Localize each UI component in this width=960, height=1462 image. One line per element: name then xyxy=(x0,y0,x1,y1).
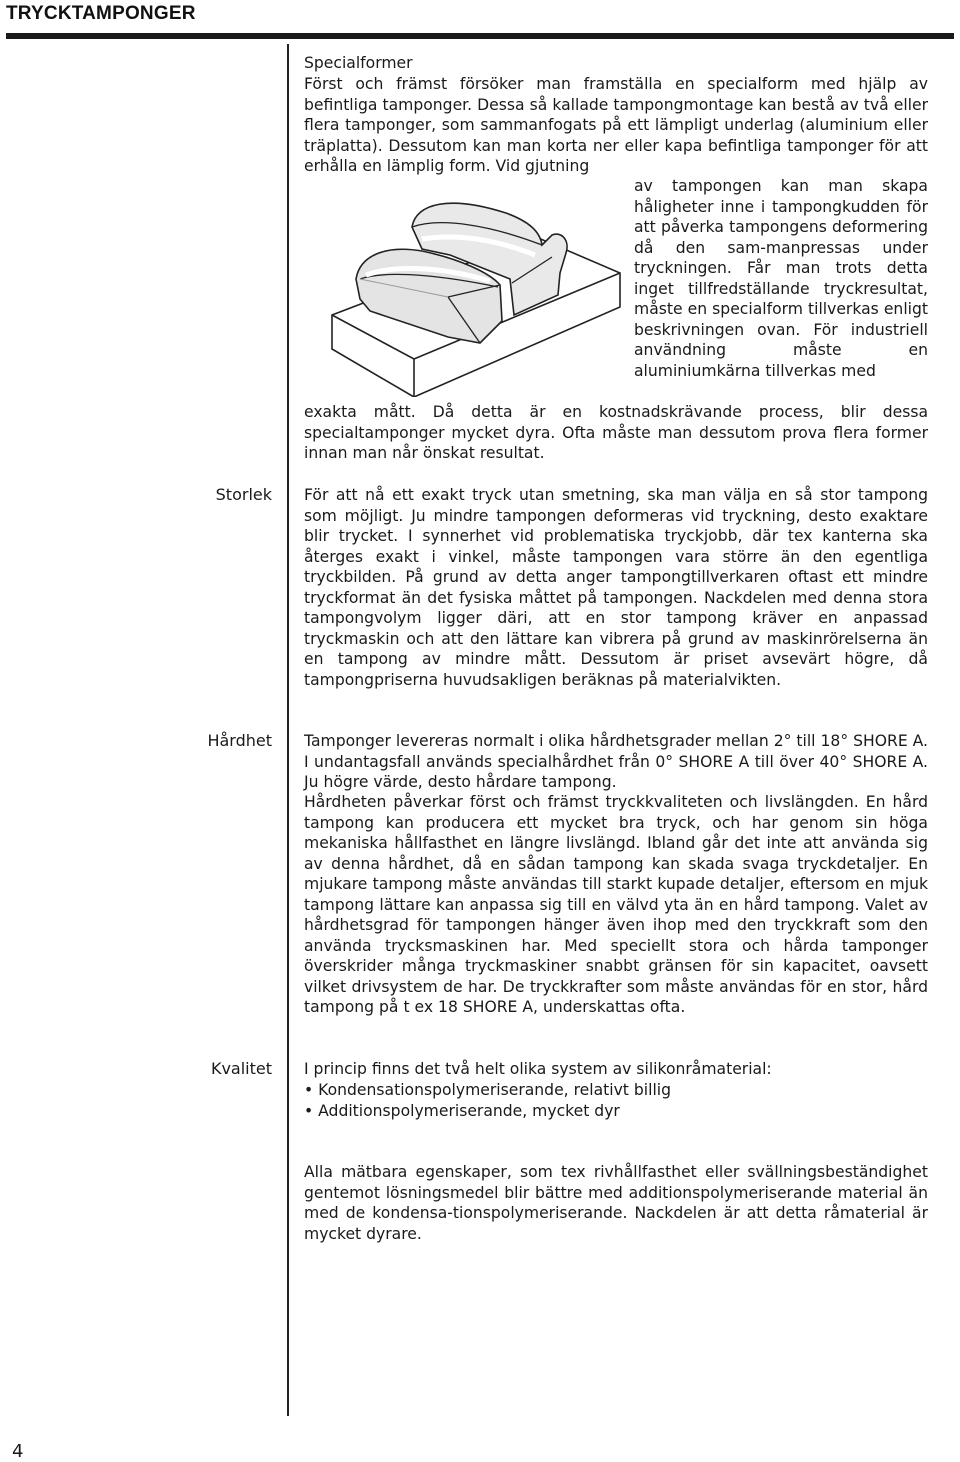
page-title: TRYCKTAMPONGER xyxy=(6,3,196,24)
special-text-b: av tampongen kan man skapa håligheter inne i tampongkudden för att påverka tampongens deformering då den sam-manpressas under tryckningen. Får man trots detta inget tillfredställande tryckresultat, måste en specialform tillverkas enligt beskrivningen ovan. För industriell användning måste en aluminiumkärna tillverkas med xyxy=(634,177,928,380)
hardhet-text-a: Tamponger levereras normalt i olika hårdhetsgrader mellan 2° till 18° SHORE A. I undantagsfall används specialhårdhet från 0° SHORE A till över 40° SHORE A. Ju högre värde, desto hårdare tampong. xyxy=(304,732,928,791)
list-item: • Additionspolymeriserande, mycket dyr xyxy=(304,1101,620,1120)
hardhet-label: Hårdhet xyxy=(207,731,272,750)
page-number: 4 xyxy=(12,1441,24,1462)
kvalitet-closing: Alla mätbara egenskaper, som tex rivhållfasthet eller svällningsbeständighet gentemot lösningsmedel blir bättre med additionspolymeriserande material än med de kondensa-tionspolymeriserande. Nackdelen är att detta råmaterial är mycket dyrare. xyxy=(304,1163,928,1243)
kvalitet-bullet-list xyxy=(304,1080,928,1121)
storlek-label: Storlek xyxy=(215,485,272,504)
column-divider xyxy=(287,44,289,1416)
tampongmontage-illustration xyxy=(330,187,626,397)
special-text-a: Först och främst försöker man framställa en specialform med hjälp av befintliga tamponger. Dessa så kallade tampongmontage kan bestå av två eller flera tamponger, som sammanfogats på ett lämpligt underlag (aluminium eller träplatta). Dessutom kan man korta ner eller kapa befintliga tamponger för att erhålla en lämplig form. Vid gjutning xyxy=(304,75,928,175)
special-text-c: exakta mått. Då detta är en kostnadskrävande process, blir dessa specialtamponger mycket dyra. Ofta måste man dessutom prova flera former innan man når önskat resultat. xyxy=(304,403,928,462)
hardhet-text-b: Hårdheten påverkar först och främst tryckkvaliteten och livslängden. En hård tampong kan producera ett mycket bra tryck, och har genom sin höga mekaniska hållfasthet en längre livslängd. Ibland går det inte att använda sig av denna hårdhet, då en sådan tampong kan skada svaga tryckdetaljer. En mjukare tampong måste användas till starkt kupade detaljer, eftersom en mjuk tampong lättare kan anpassa sig till en välvd yta än en hård tampong. Valet av hårdhetsgrad för tampongen hänger även ihop med den tryckkraft som den använda trycksmaskinen har. Med speciellt stora och hårda tamponger överskrider många tryckmaskiner snabbt gränsen för sin kapacitet, oavsett vilket drivsystem de har. De tryckkrafter som måste användas för en stor, hård tampong på t ex 18 SHORE A, underskattas ofta. xyxy=(304,793,928,1016)
header-rule xyxy=(6,33,954,39)
kvalitet-label: Kvalitet xyxy=(210,1059,272,1078)
storlek-text: För att nå ett exakt tryck utan smetning, ska man välja en så stor tampong som möjligt. Ju mindre tampongen deformeras vid tryckning, desto exaktare blir trycket. I synnerhet vid problematiska tryckjobb, där tex kanterna ska återges exakt i vinkel, måste tampongen vara större än den egentliga tryckbilden. På grund av detta anger tampongtillverkaren oftast ett mindre tryckformat än det fysiska måttet på tampongen. Nackdelen med denna stora tampongvolym ligger däri, att en stor tampong kräver en anpassad tryckmaskin och att den lättare kan vibrera på grund av maskinrörelserna än en tampong av mindre mått. Dessutom är priset avsevärt högre, då tampongpriserna huvudsakligen beräknas på materialvikten. xyxy=(304,486,928,689)
special-heading: Specialformer xyxy=(304,54,413,72)
list-item: • Kondensationspolymeriserande, relativt billig xyxy=(304,1081,672,1099)
kvalitet-intro: I princip finns det två helt olika system av silikonråmaterial: xyxy=(304,1060,772,1078)
